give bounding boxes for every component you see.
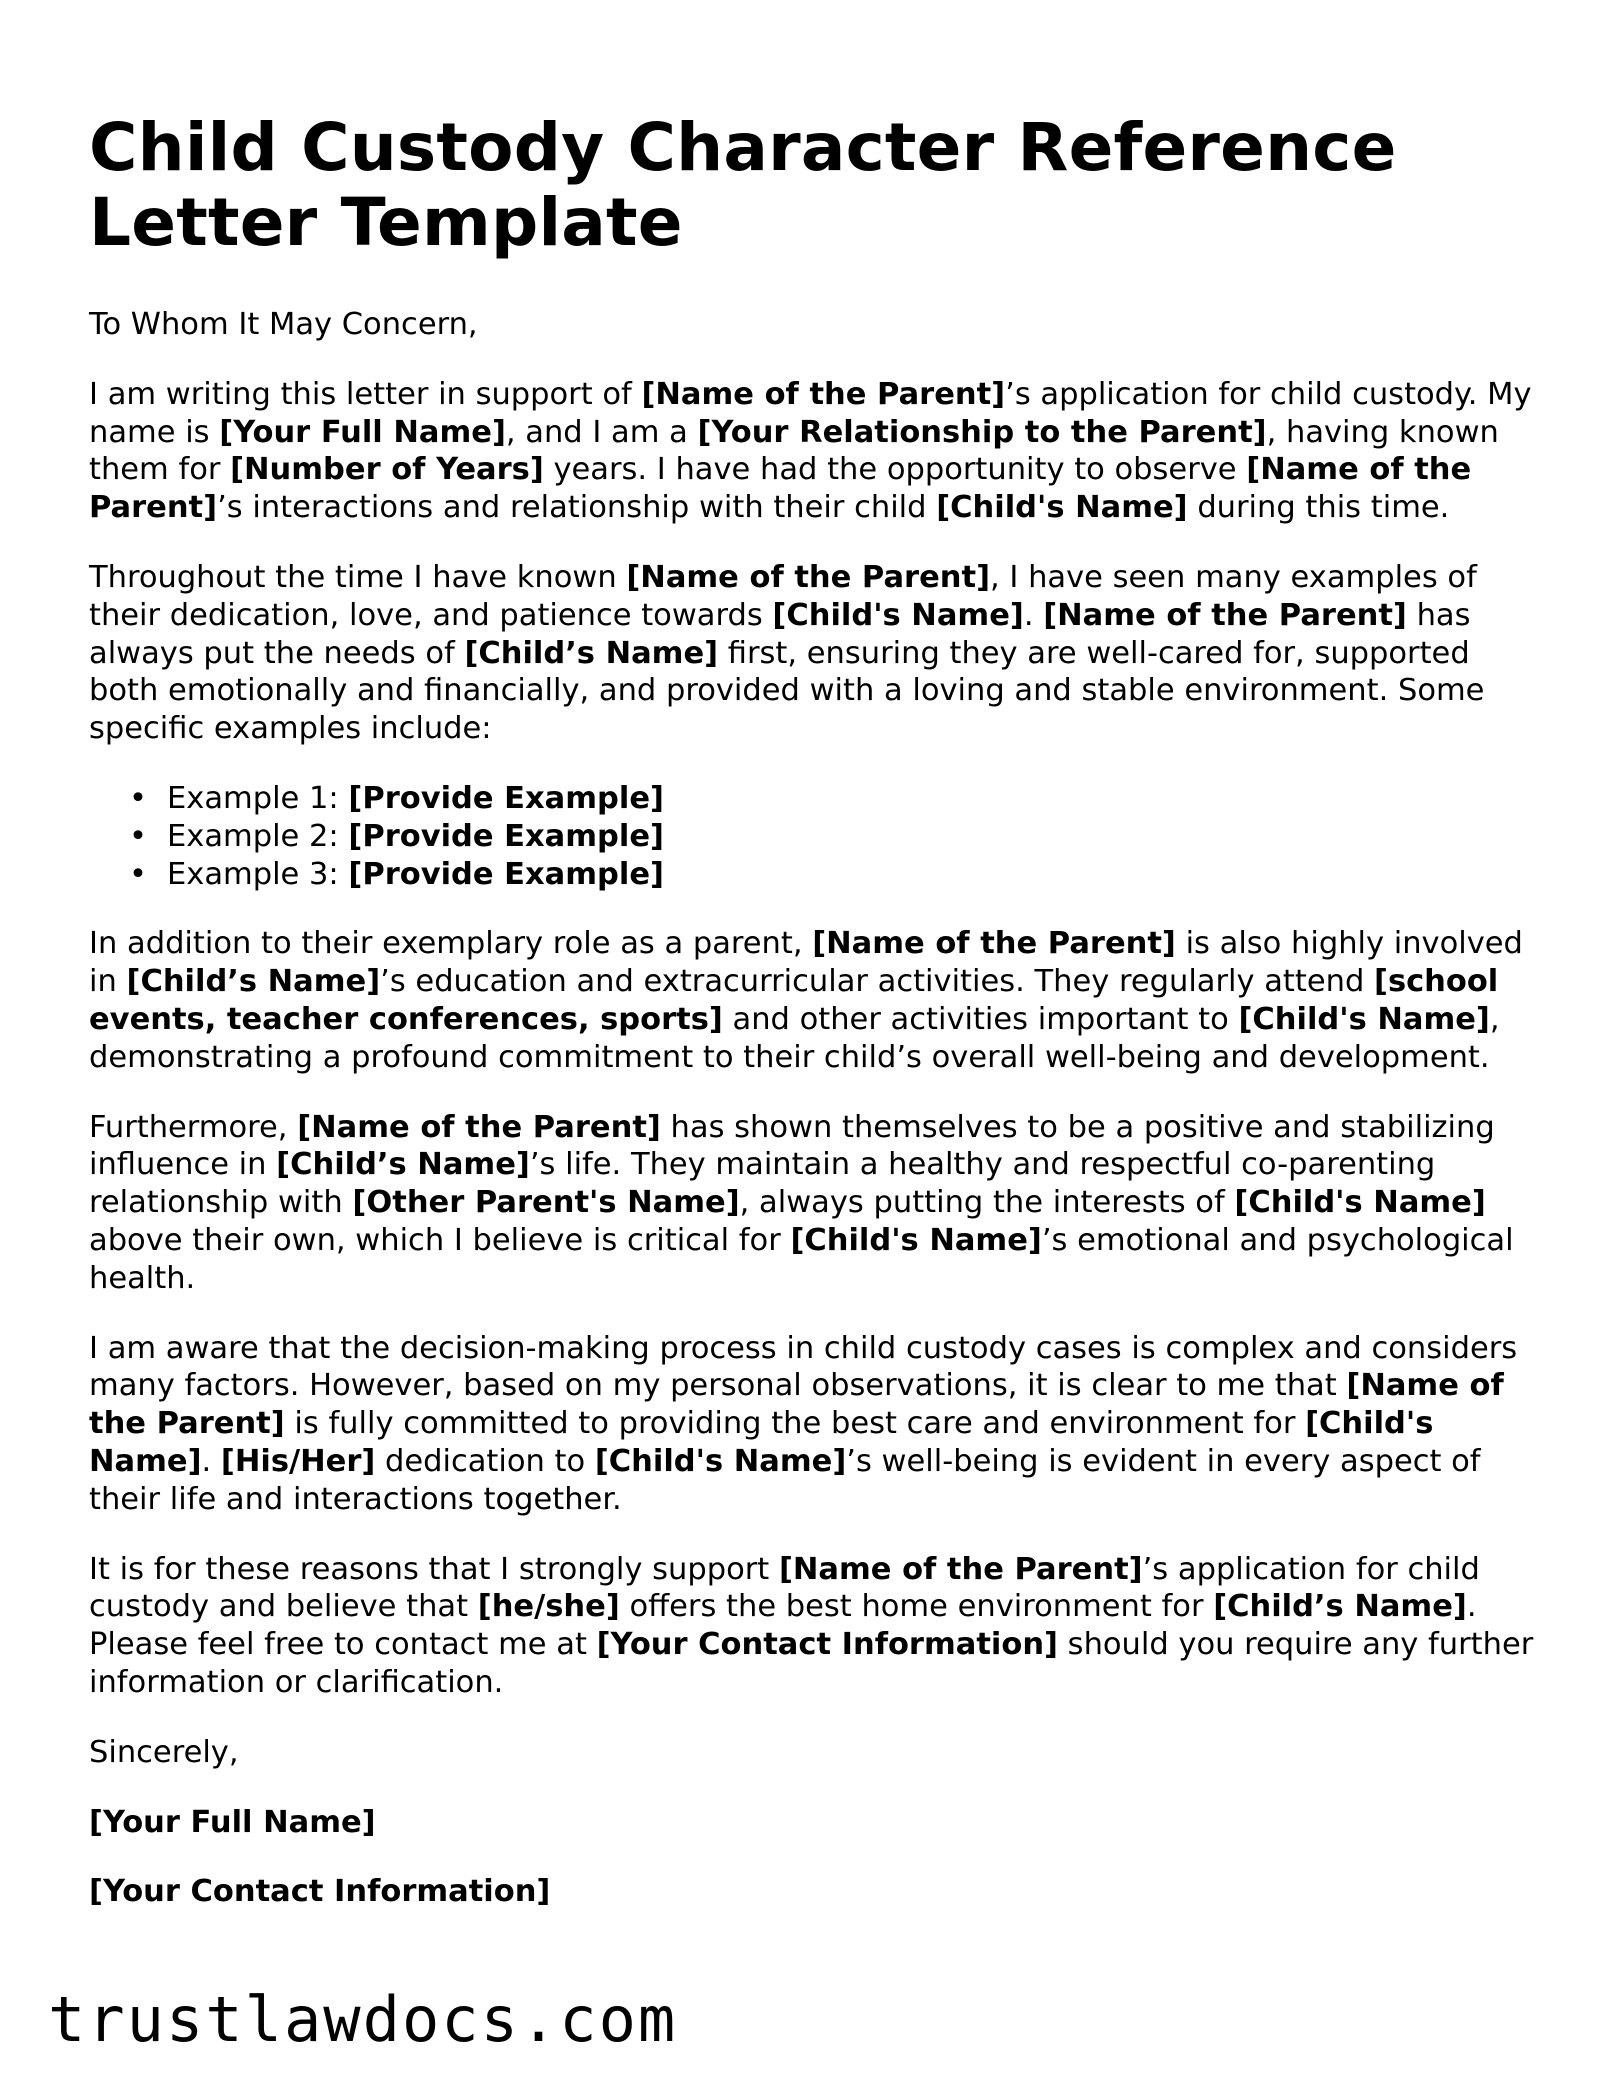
placeholder-parent-name: [Name of the Parent] (812, 926, 1176, 962)
list-item (129, 818, 1539, 856)
text-run: , I have seen many examples of their dedication, love, and patience towards (89, 559, 1477, 633)
text-run: ’s education and extracurricular activities. They regularly attend (380, 964, 1374, 1000)
text-run: ’s application for child custody. My name is (89, 376, 1532, 450)
text-run: has shown themselves to be a positive and stabilizing influence in (89, 1109, 1495, 1183)
text-run: ’s life. They maintain a healthy and respectful co-parenting relationship with (89, 1147, 1436, 1221)
paragraph-involvement (89, 925, 1539, 1076)
placeholder-child-name: [Child's Name] (1238, 1001, 1490, 1037)
signature-name (89, 1804, 1539, 1842)
placeholder-number-of-years: [Number of Years] (230, 452, 544, 488)
text-run: above their own, which I believe is critical for (89, 1222, 791, 1258)
text-run: Throughout the time I have known (89, 559, 627, 595)
example-label: Example 3: (167, 856, 349, 892)
paragraph-introduction (89, 376, 1539, 527)
example-label: Example 2: (167, 818, 349, 854)
text-run: offers the best home environment for (619, 1589, 1214, 1625)
text-run: ’s application for child custody and believe that (89, 1551, 1480, 1625)
text-run: has always put the needs of (89, 597, 1471, 671)
text-run: ’s emotional and psychological health. (89, 1222, 1514, 1296)
placeholder-relationship: [Your Relationship to the Parent] (697, 414, 1267, 450)
list-item (129, 780, 1539, 818)
text-run: years. I have had the opportunity to observe (543, 452, 1247, 488)
text-run: ’s well-being is evident in every aspect of their life and interactions together. (89, 1443, 1481, 1517)
text-run: dedication to (375, 1443, 595, 1479)
placeholder-pronoun: [he/she] (477, 1589, 620, 1625)
watermark-logo: trustlawdocs.com (48, 1983, 678, 2056)
placeholder-example: [Provide Example] (348, 780, 664, 816)
text-run: I am writing this letter in support of (89, 376, 642, 412)
placeholder-parent-name: [Name of the Parent] (89, 1368, 1504, 1442)
placeholder-parent-name: [Name of the Parent] (626, 559, 991, 595)
text-run: first, ensuring they are well-cared for, supported both emotionally and financially, and provided with a loving and stable environment. Some specific examples include: (89, 635, 1485, 747)
text-run: . Please feel free to contact me at (89, 1589, 1477, 1663)
placeholder-parent-name: [Name of the Parent] (641, 376, 1006, 412)
placeholder-parent-name: [Name of the Parent] (1043, 597, 1407, 633)
placeholder-parent-name: [Name of the Parent] (89, 452, 1472, 526)
paragraph-stability (89, 1109, 1539, 1298)
placeholder-child-name: [Child's Name] (594, 1443, 847, 1479)
placeholder-contact-information: [Your Contact Information] (596, 1627, 1058, 1663)
text-run: . (201, 1443, 221, 1479)
text-run: should you require any further information or clarification. (89, 1627, 1534, 1700)
text-run: , having known them for (89, 414, 1499, 488)
text-run: , always putting the interests of (739, 1185, 1235, 1221)
bullet-icon: • (129, 818, 147, 854)
text-run: I am aware that the decision-making process in child custody cases is complex and considers many factors. However, based on my personal observations, it is clear to me that (89, 1330, 1518, 1404)
text-run: ’s interactions and relationship with their child (217, 490, 937, 526)
placeholder-parent-name: [Name of the Parent] (297, 1109, 661, 1145)
bullet-icon: • (129, 780, 147, 816)
placeholder-example: [Provide Example] (348, 818, 664, 854)
paragraph-decision (89, 1330, 1539, 1519)
placeholder-child-name: [Child’s Name] (464, 635, 719, 671)
text-run: , demonstrating a profound commitment to their child’s overall well-being and development. (89, 1001, 1500, 1075)
closing: Sincerely, (89, 1734, 239, 1770)
placeholder-your-full-name: [Your Full Name] (89, 1804, 376, 1840)
placeholder-parent-name: [Name of the Parent] (778, 1551, 1143, 1587)
text-run: Furthermore, (89, 1109, 298, 1145)
placeholder-child-name: [Child's Name] (772, 597, 1024, 633)
placeholder-child-name: [Child's Name] (790, 1222, 1042, 1258)
placeholder-child-name: [Child’s Name] (126, 964, 381, 1000)
placeholder-pronoun: [His/Her] (220, 1443, 376, 1479)
placeholder-other-parent-name: [Other Parent's Name] (352, 1185, 740, 1221)
placeholder-example: [Provide Example] (348, 856, 664, 892)
text-run: during this time. (1187, 490, 1450, 526)
signature-contact (89, 1873, 1539, 1911)
salutation: To Whom It May Concern, (89, 307, 478, 342)
placeholder-child-name: [Child’s Name] (276, 1147, 530, 1183)
list-item (129, 856, 1539, 894)
paragraph-conclusion (89, 1551, 1539, 1702)
placeholder-child-name: [Child's Name] (89, 1406, 1434, 1479)
page-title: Child Custody Character Reference Letter Template (89, 109, 1397, 261)
placeholder-contact-information: [Your Contact Information] (89, 1874, 551, 1910)
paragraph-dedication (89, 559, 1539, 748)
bullet-icon: • (129, 856, 147, 892)
letter-page (89, 110, 1539, 1943)
placeholder-activities: [school events, teacher conferences, sports] (89, 964, 1499, 1037)
placeholder-your-full-name: [Your Full Name] (219, 414, 506, 450)
text-run: is fully committed to providing the best care and environment for (284, 1406, 1306, 1442)
text-run: and other activities important to (722, 1001, 1239, 1037)
text-run: , and I am a (505, 414, 698, 450)
placeholder-child-name: [Child's Name] (936, 490, 1188, 526)
placeholder-child-name: [Child's Name] (1234, 1185, 1486, 1221)
text-run: is also highly involved in (89, 926, 1523, 1000)
text-run: In addition to their exemplary role as a parent, (89, 926, 813, 962)
text-run: . (1023, 597, 1044, 633)
examples-list (89, 780, 1539, 893)
example-label: Example 1: (167, 780, 349, 816)
placeholder-child-name: [Child’s Name] (1213, 1589, 1467, 1625)
text-run: It is for these reasons that I strongly support (89, 1551, 779, 1587)
